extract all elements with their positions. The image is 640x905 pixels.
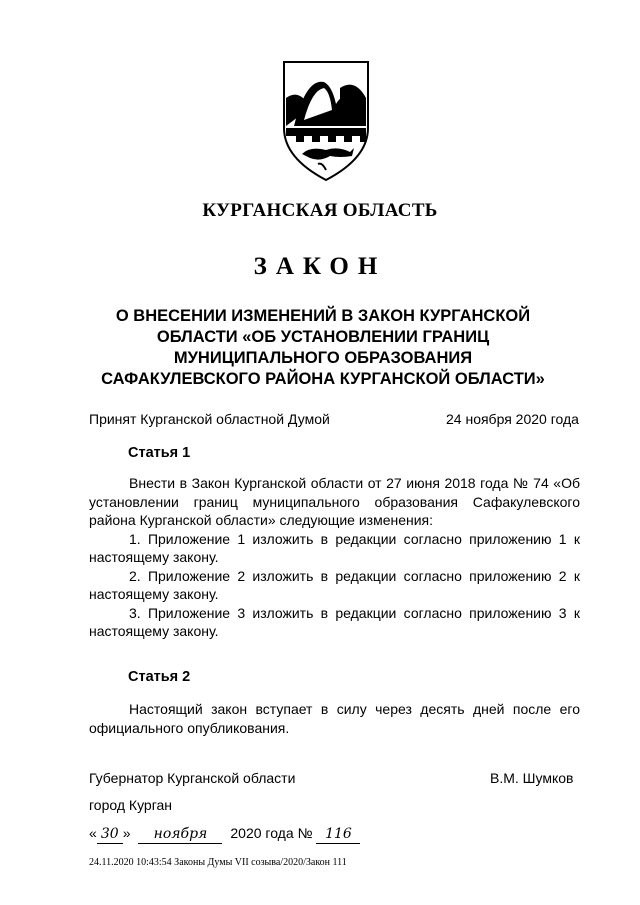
article-2-text: Настоящий закон вступает в силу через десять дней после его официального опубликования. bbox=[89, 701, 580, 736]
article-1-body bbox=[89, 474, 580, 641]
signing-date-line bbox=[89, 824, 360, 844]
law-title-line: МУНИЦИПАЛЬНОГО ОБРАЗОВАНИЯ bbox=[173, 349, 473, 367]
law-number: 116 bbox=[316, 825, 360, 844]
document-type-title: ЗАКОН bbox=[253, 253, 387, 280]
signing-day: 30 bbox=[97, 825, 123, 844]
signing-year: 2020 года № bbox=[230, 825, 313, 841]
registration-stamp: 24.11.2020 10:43:54 Законы Думы VII созыва/2020/Закон 111 bbox=[89, 857, 347, 868]
article-1-item: 2. Приложение 2 изложить в редакции согласно приложению 2 к настоящему закону. bbox=[89, 567, 580, 602]
signer-name: В.М. Шумков bbox=[490, 770, 574, 786]
quote-close: » bbox=[122, 825, 131, 841]
signing-city: город Курган bbox=[89, 797, 173, 813]
coat-of-arms-emblem bbox=[280, 58, 372, 184]
law-title-line: САФАКУЛЕВСКОГО РАЙОНА КУРГАНСКОЙ ОБЛАСТИ» bbox=[101, 370, 545, 388]
quote-open: « bbox=[89, 825, 97, 841]
region-name: КУРГАНСКАЯ ОБЛАСТЬ bbox=[202, 200, 438, 221]
adoption-body: Принят Курганской областной Думой bbox=[89, 411, 330, 427]
article-1-heading: Статья 1 bbox=[128, 445, 191, 461]
adoption-date: 24 ноября 2020 года bbox=[446, 411, 579, 427]
article-1-item: 3. Приложение 3 изложить в редакции согласно приложению 3 к настоящему закону. bbox=[89, 604, 580, 639]
signer-position: Губернатор Курганской области bbox=[89, 770, 296, 786]
law-title-line: О ВНЕСЕНИИ ИЗМЕНЕНИЙ В ЗАКОН КУРГАНСКОЙ bbox=[115, 307, 531, 325]
article-2-heading: Статья 2 bbox=[128, 669, 191, 685]
article-2-body bbox=[89, 700, 580, 737]
law-title-line: ОБЛАСТИ «ОБ УСТАНОВЛЕНИИ ГРАНИЦ bbox=[156, 328, 490, 346]
article-1-item: 1. Приложение 1 изложить в редакции согласно приложению 1 к настоящему закону. bbox=[89, 530, 580, 565]
signing-month: ноября bbox=[138, 825, 222, 844]
law-title bbox=[80, 306, 566, 390]
article-1-intro: Внести в Закон Курганской области от 27 июня 2018 года № 74 «Об установлении границ муниципального образования Сафакулевского района Курганской области» следующие изменения: bbox=[89, 475, 580, 528]
